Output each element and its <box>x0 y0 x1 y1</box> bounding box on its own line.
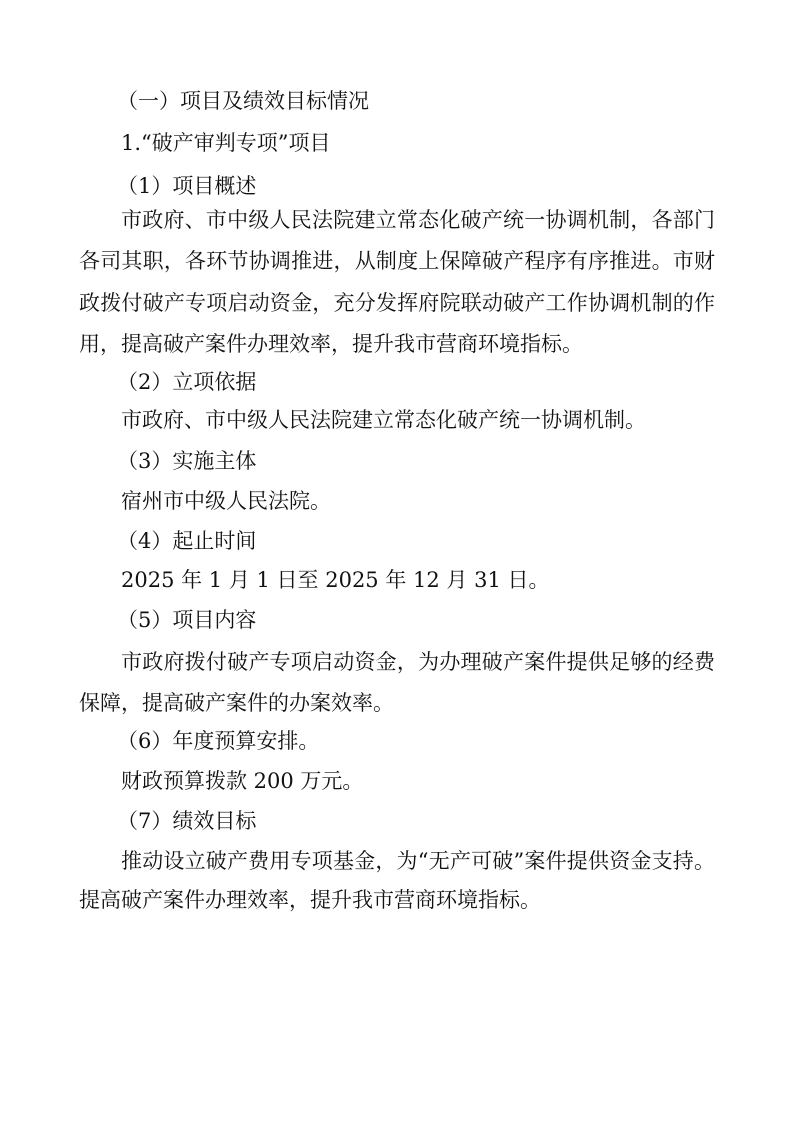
basis-text: 市政府、市中级人民法院建立常态化破产统一协调机制。 <box>121 408 646 432</box>
overview-heading: （1）项目概述 <box>117 174 257 198</box>
section-heading: （一）项目及绩效目标情况 <box>117 89 369 113</box>
implementer-text: 宿州市中级人民法院。 <box>121 489 331 513</box>
goals-line-1: 推动设立破产费用专项基金，为“无产可破”案件提供资金支持。 <box>121 849 715 873</box>
overview-line-2: 各司其职，各环节协调推进，从制度上保障破产程序有序推进。市财 <box>79 249 715 273</box>
period-text: 2025 年 1 月 1 日至 2025 年 12 月 31 日。 <box>121 568 550 592</box>
budget-heading: （6）年度预算安排。 <box>117 729 320 753</box>
overview-line-3: 政拨付破产专项启动资金，充分发挥府院联动破产工作协调机制的作 <box>79 291 715 315</box>
overview-line-1: 市政府、市中级人民法院建立常态化破产统一协调机制，各部门 <box>121 208 715 232</box>
overview-line-4: 用，提高破产案件办理效率，提升我市营商环境指标。 <box>79 332 583 356</box>
item-title: 1.“破产审判专项”项目 <box>121 131 331 155</box>
content-line-1: 市政府拨付破产专项启动资金，为办理破产案件提供足够的经费 <box>121 650 715 674</box>
budget-text: 财政预算拨款 200 万元。 <box>121 769 364 793</box>
content-heading: （5）项目内容 <box>117 608 257 632</box>
basis-heading: （2）立项依据 <box>117 370 257 394</box>
period-heading: （4）起止时间 <box>117 529 257 553</box>
goals-line-2: 提高破产案件办理效率，提升我市营商环境指标。 <box>79 888 541 912</box>
content-line-2: 保障，提高破产案件的办案效率。 <box>79 691 394 715</box>
goals-heading: （7）绩效目标 <box>117 809 257 833</box>
implementer-heading: （3）实施主体 <box>117 449 257 473</box>
